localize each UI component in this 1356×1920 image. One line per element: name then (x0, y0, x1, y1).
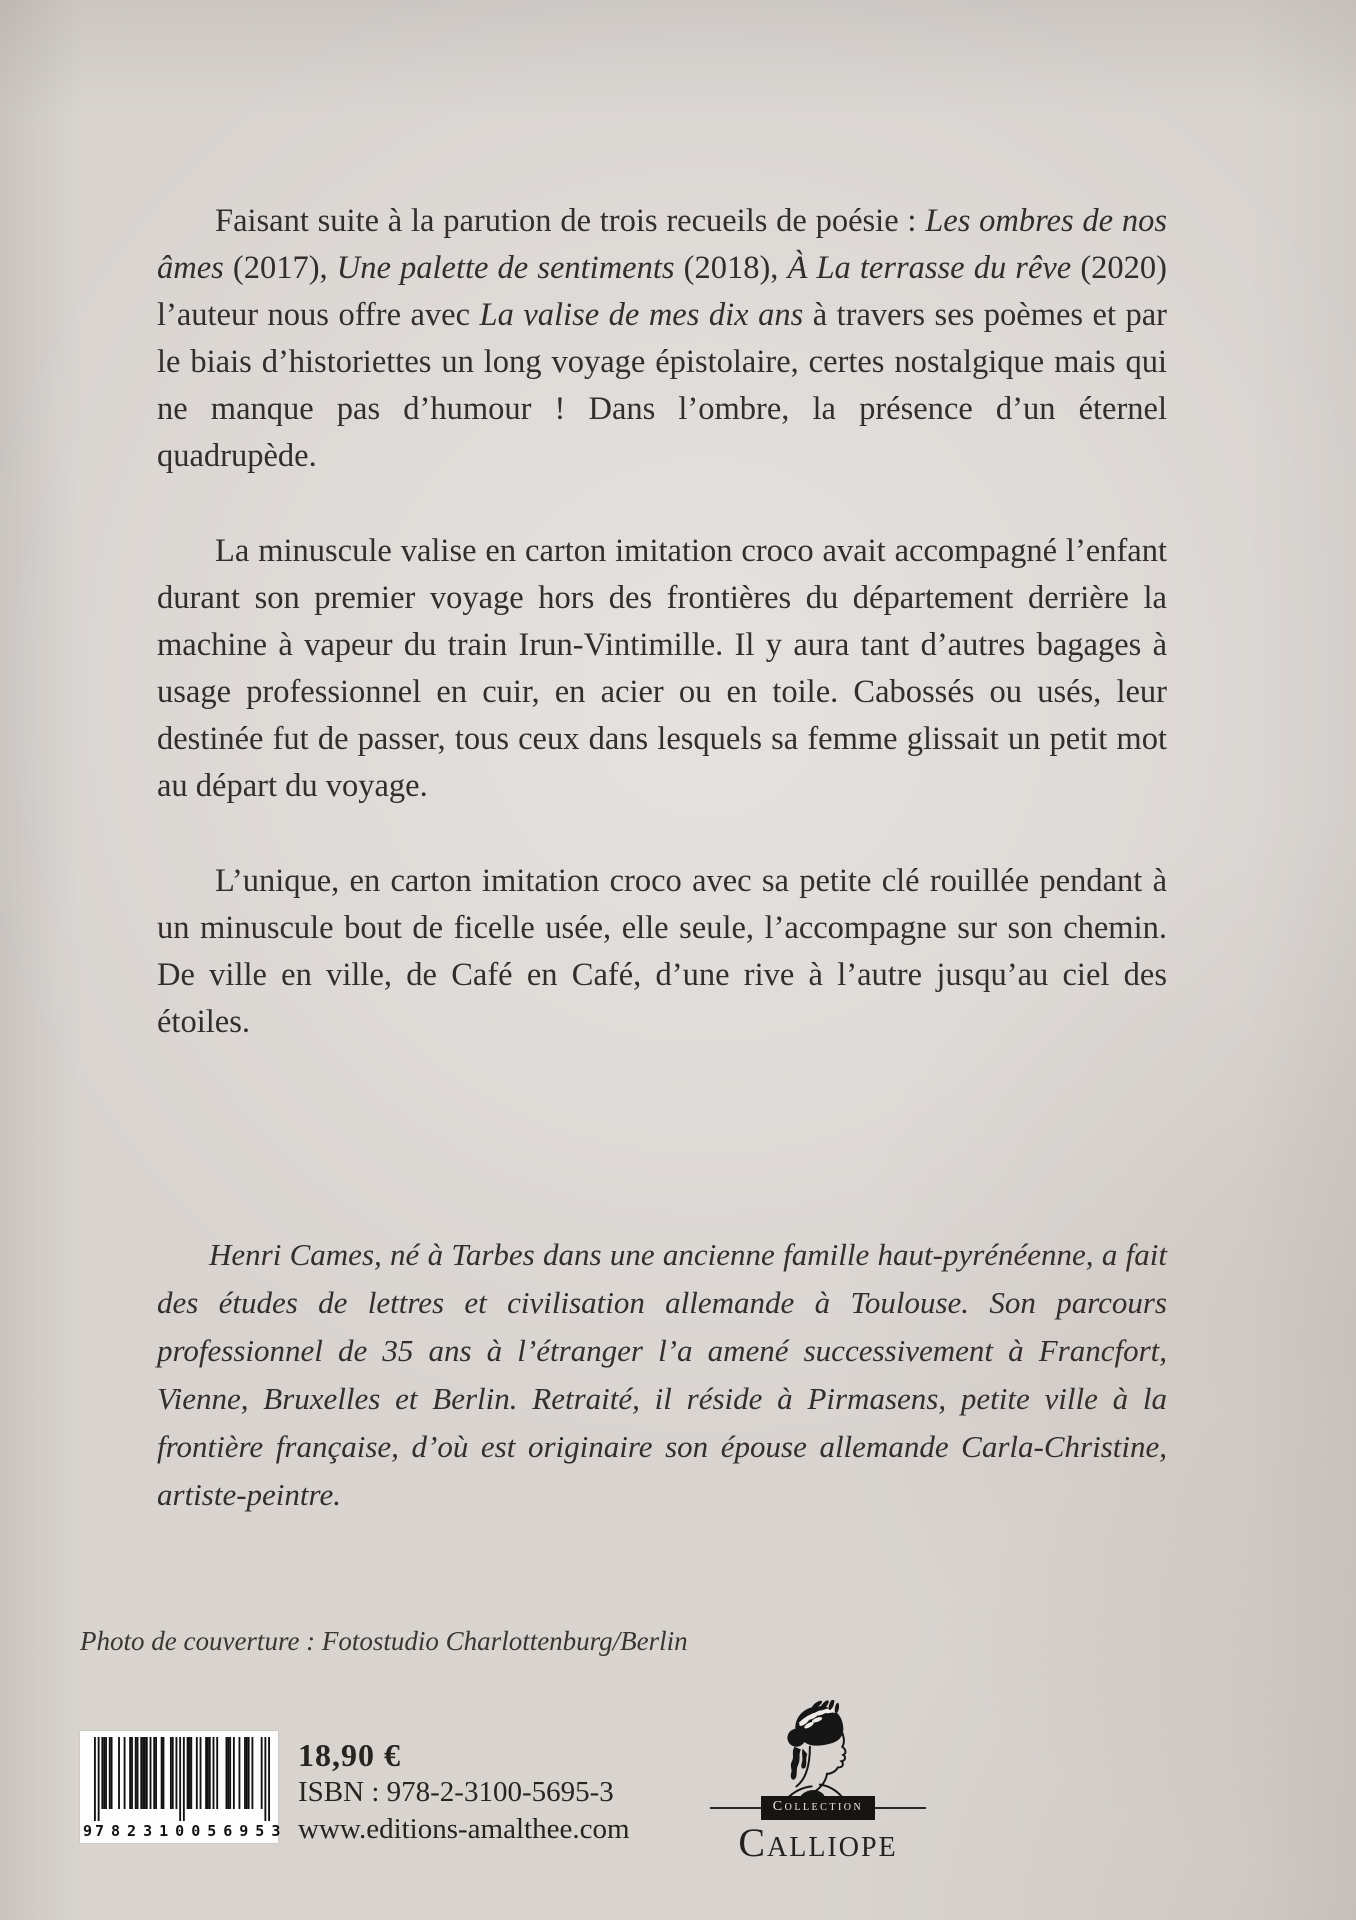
author-bio-block (157, 1231, 1167, 1519)
synopsis-paragraph-2: La minuscule valise en carton imitation croco avait accompagné l’enfant durant son premier voyage hors des frontières du département derrière la machine à vapeur du train Irun-Vintimille. Il y aura tant d’autres bagages à usage professionnel en cuir, en acier ou en toile. Cabossés ou usés, leur destinée fut de passer, tous ceux dans lesquels sa femme glissait un petit mot au départ du voyage. (157, 533, 1167, 804)
calliope-muse-head-icon (768, 1700, 868, 1808)
barcode-bars (94, 1737, 270, 1821)
barcode-digit-group-right: 056953 (191, 1822, 288, 1840)
collection-banner-row (710, 1796, 926, 1820)
author-bio-text: Henri Cames, né à Tarbes dans une ancienne famille haut-pyrénéenne, a fait des études de lettres et civilisation allemande à Toulouse. Son parcours professionnel de 35 ans à l’étranger l’a amené successivement à Francfort, Vienne, Bruxelles et Berlin. Retraité, il réside à Pirmasens, petite ville à la frontière française, d’où est originaire son épouse allemande Carla-Christine, artiste-peintre. (157, 1237, 1167, 1512)
synopsis-block (157, 198, 1167, 1094)
synopsis-paragraph-3: L’unique, en carton imitation croco avec sa petite clé rouillée pendant à un minuscule bout de ficelle usée, elle seule, l’accompagne sur son chemin. De ville en ville, de Café en Café, d’une rive à l’autre jusqu’au ciel des étoiles. (157, 863, 1167, 1040)
collection-name: Calliope (738, 1820, 898, 1865)
publisher-website: www.editions-amalthee.com (298, 1813, 630, 1845)
synopsis-paragraph-1: Faisant suite à la parution de trois recueils de poésie : Les ombres de nos âmes (2017), Une palette de sentiments (2018), À La terrasse du rêve (2020) l’auteur nous offre avec La valise de mes dix ans à travers ses poèmes et par le biais d’historiettes un long voyage épistolaire, certes nostalgique mais qui ne manque pas d’humour ! Dans l’ombre, la présence d’un éternel quadrupède. (157, 203, 1167, 474)
banner-rule-right (875, 1807, 926, 1809)
isbn: ISBN : 978-2-3100-5695-3 (298, 1776, 614, 1808)
collection-label: Collection (761, 1796, 875, 1820)
publication-info (298, 1736, 630, 1847)
photo-credit: Photo de couverture : Fotostudio Charlottenburg/Berlin (80, 1626, 688, 1656)
price: 18,90 € (298, 1737, 401, 1773)
collection-calliope-logo (710, 1700, 926, 1865)
barcode (80, 1731, 288, 1843)
barcode-digit-leading: 9 (82, 1822, 93, 1840)
barcode-digits (80, 1822, 288, 1840)
banner-rule-left (710, 1807, 761, 1809)
barcode-digit-group-left: 782310 (95, 1822, 192, 1840)
